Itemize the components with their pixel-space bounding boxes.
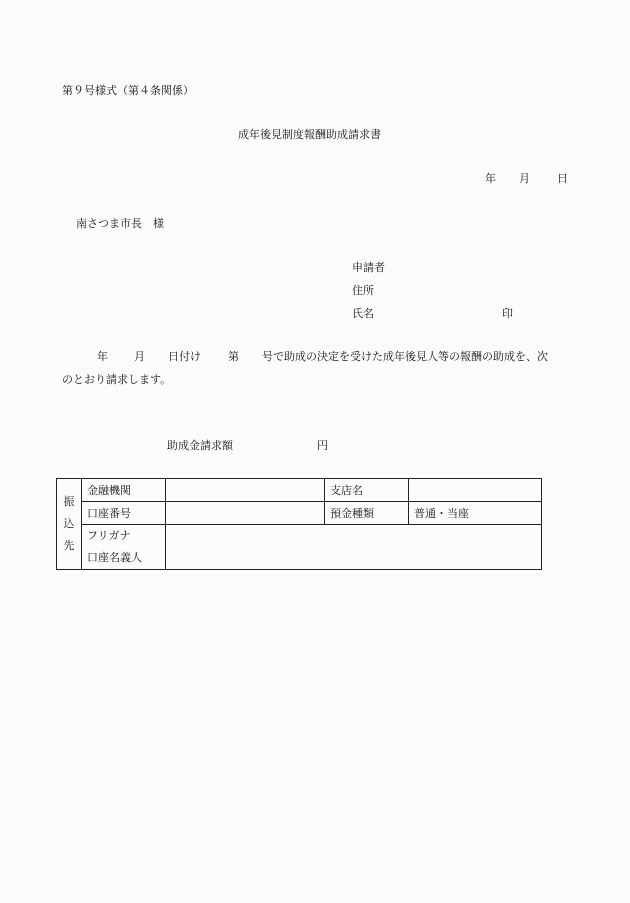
deposit-type-label: 預金種類 [325,502,409,525]
date-year-label: 年 [485,172,496,185]
document-title: 成年後見制度報酬助成請求書 [238,128,381,141]
amount-label: 助成金請求額 [167,439,233,452]
furigana-label: フリガナ [87,529,131,542]
body-number-suffix: 号で助成の決定を受けた成年後見人等の報酬の助成を、次 [262,350,548,363]
table-row [57,479,542,502]
request-body-line-1 [97,351,548,362]
account-number-label: 口座番号 [82,502,166,525]
body-month: 月 [134,350,145,363]
transfer-destination-label [57,479,82,570]
seal-mark: 印 [502,307,513,320]
side-label-char: 込 [63,517,75,530]
side-label-char: 振 [63,495,75,508]
body-number-prefix: 第 [228,350,239,363]
yen-unit: 円 [317,439,328,452]
deposit-type-field[interactable]: 普通・当座 [409,502,542,525]
date-month-label: 月 [519,172,530,185]
addressee: 南さつま市長 様 [76,217,164,230]
bank-transfer-table [56,478,542,570]
date-line [485,173,568,184]
table-row [57,502,542,525]
date-day-label: 日 [557,172,568,185]
form-number: 第９号様式（第４条関係） [62,84,194,97]
institution-field[interactable] [166,479,325,502]
branch-field[interactable] [409,479,542,502]
table-row [57,525,542,570]
side-label-char: 先 [63,539,75,552]
name-label: 氏名 [352,307,374,320]
account-number-field[interactable] [166,502,325,525]
body-year: 年 [97,350,108,363]
branch-label: 支店名 [325,479,409,502]
holder-label: 口座名義人 [87,551,142,564]
institution-label: 金融機関 [82,479,166,502]
account-holder-label [82,525,166,570]
applicant-label: 申請者 [352,261,385,274]
request-body-line-2: のとおり請求します。 [62,373,172,386]
account-holder-field[interactable] [166,525,542,570]
address-label: 住所 [352,284,374,297]
body-date-suffix: 日付け [168,350,201,363]
